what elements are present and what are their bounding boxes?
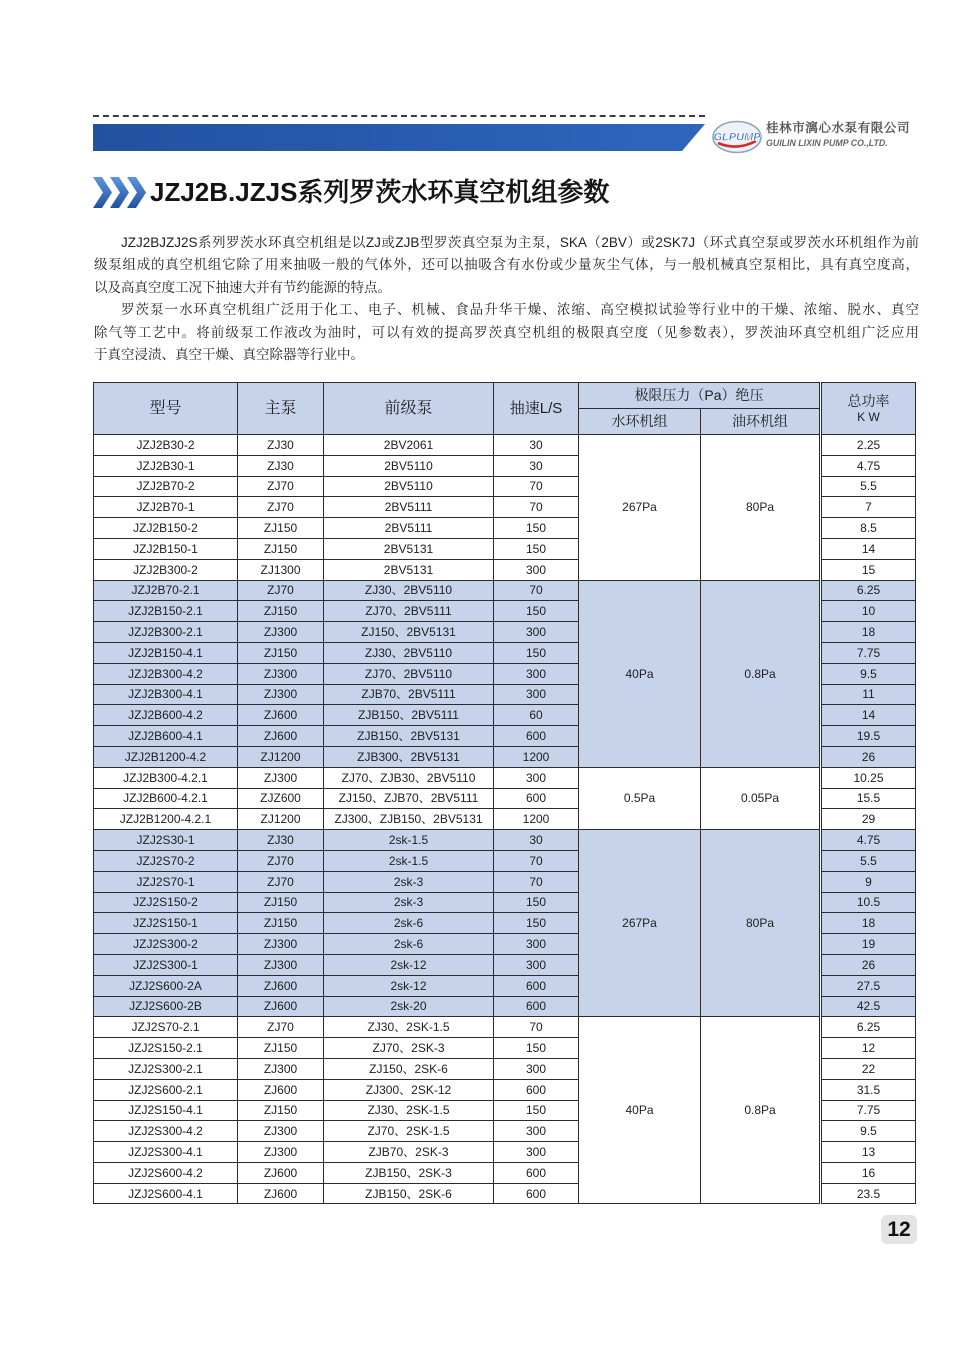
cell-pumping-speed: 30 [494,435,579,456]
header-backing-pump: 前级泵 [324,383,494,435]
cell-pumping-speed: 600 [494,788,579,809]
cell-main-pump: ZJ300 [238,663,324,684]
cell-water-ring-pressure: 267Pa [579,435,701,581]
cell-main-pump: ZJ600 [238,1079,324,1100]
cell-oil-ring-pressure: 0.8Pa [701,580,821,767]
cell-pumping-speed: 600 [494,996,579,1017]
header-dashed-rule [93,115,705,117]
cell-total-power: 5.5 [821,476,916,497]
cell-total-power: 22 [821,1058,916,1079]
table-header-row [94,383,916,409]
cell-total-power: 14 [821,705,916,726]
cell-backing-pump: ZJ70、2SK-3 [324,1038,494,1059]
cell-pumping-speed: 600 [494,975,579,996]
cell-main-pump: ZJ300 [238,1058,324,1079]
cell-model: JZJ2B1200-4.2.1 [94,809,238,830]
cell-pumping-speed: 60 [494,705,579,726]
cell-total-power: 10.5 [821,892,916,913]
cell-model: JZJ2B300-2 [94,559,238,580]
cell-main-pump: ZJ150 [238,642,324,663]
cell-total-power: 15.5 [821,788,916,809]
cell-water-ring-pressure: 40Pa [579,1017,701,1204]
cell-model: JZJ2S70-2.1 [94,1017,238,1038]
cell-total-power: 19 [821,934,916,955]
cell-model: JZJ2S150-1 [94,913,238,934]
cell-model: JZJ2B150-1 [94,538,238,559]
cell-main-pump: ZJ1200 [238,809,324,830]
cell-main-pump: ZJZ600 [238,788,324,809]
header-power-unit: K W [857,409,880,424]
header-model: 型号 [94,383,238,435]
chevron-right-icon [93,177,112,208]
cell-backing-pump: 2BV2061 [324,435,494,456]
company-name-cn: 桂林市漓心水泵有限公司 [766,121,911,135]
cell-model: JZJ2S150-2 [94,892,238,913]
cell-pumping-speed: 30 [494,455,579,476]
cell-pumping-speed: 300 [494,1121,579,1142]
cell-total-power: 11 [821,684,916,705]
cell-main-pump: ZJ30 [238,455,324,476]
cell-backing-pump: 2sk-1.5 [324,830,494,851]
company-name-en: GUILIN LIXIN PUMP CO.,LTD. [766,138,888,148]
cell-backing-pump: ZJB150、2BV5131 [324,726,494,747]
cell-total-power: 29 [821,809,916,830]
cell-pumping-speed: 70 [494,871,579,892]
cell-model: JZJ2S300-4.1 [94,1142,238,1163]
cell-model: JZJ2S70-2 [94,850,238,871]
header-total-power [821,383,916,435]
cell-backing-pump: ZJ70、2BV5111 [324,601,494,622]
cell-model: JZJ2B300-4.2 [94,663,238,684]
table-row [94,580,916,601]
header-ultimate-pressure: 极限压力（Pa）绝压 [579,383,821,409]
cell-model: JZJ2B70-2 [94,476,238,497]
text-line: 级泵组成的真空机组它除了用来抽吸一般的气体外，还可以抽吸含有水份或少量灰尘气体，与一般机械真空泵相比，具有真空度高， [94,257,919,273]
cell-backing-pump: 2sk-1.5 [324,850,494,871]
cell-total-power: 13 [821,1142,916,1163]
cell-water-ring-pressure: 40Pa [579,580,701,767]
cell-model: JZJ2B600-4.2.1 [94,788,238,809]
cell-model: JZJ2S600-4.1 [94,1183,238,1204]
cell-model: JZJ2S600-2.1 [94,1079,238,1100]
cell-main-pump: ZJ150 [238,518,324,539]
cell-pumping-speed: 150 [494,538,579,559]
cell-total-power: 12 [821,1038,916,1059]
cell-pumping-speed: 150 [494,913,579,934]
header-pumping-speed: 抽速L/S [494,383,579,435]
cell-model: JZJ2B1200-4.2 [94,746,238,767]
cell-model: JZJ2S300-4.2 [94,1121,238,1142]
cell-main-pump: ZJ70 [238,850,324,871]
cell-pumping-speed: 1200 [494,809,579,830]
cell-pumping-speed: 70 [494,476,579,497]
cell-main-pump: ZJ600 [238,975,324,996]
cell-main-pump: ZJ1300 [238,559,324,580]
cell-pumping-speed: 70 [494,1017,579,1038]
cell-backing-pump: 2BV5111 [324,518,494,539]
cell-pumping-speed: 150 [494,1100,579,1121]
cell-total-power: 16 [821,1162,916,1183]
cell-backing-pump: 2BV5110 [324,476,494,497]
cell-oil-ring-pressure: 0.8Pa [701,1017,821,1204]
cell-total-power: 26 [821,746,916,767]
cell-backing-pump: 2sk-3 [324,892,494,913]
cell-total-power: 18 [821,913,916,934]
cell-pumping-speed: 300 [494,684,579,705]
text-line: 除气等工艺中。将前级泵工作液改为油时，可以有效的提高罗茨真空机组的极限真空度（见参数表），罗茨油环真空机组广泛应用 [94,324,919,340]
cell-model: JZJ2B600-4.2 [94,705,238,726]
cell-total-power: 42.5 [821,996,916,1017]
cell-model: JZJ2B150-2 [94,518,238,539]
cell-water-ring-pressure: 0.5Pa [579,767,701,829]
cell-model: JZJ2S70-1 [94,871,238,892]
cell-main-pump: ZJ70 [238,476,324,497]
cell-total-power: 4.75 [821,830,916,851]
cell-pumping-speed: 600 [494,1079,579,1100]
header-oil-ring: 油环机组 [701,409,821,435]
cell-main-pump: ZJ30 [238,435,324,456]
cell-total-power: 14 [821,538,916,559]
cell-backing-pump: 2BV5131 [324,538,494,559]
cell-main-pump: ZJ600 [238,705,324,726]
cell-total-power: 9 [821,871,916,892]
cell-backing-pump: 2sk-6 [324,934,494,955]
cell-main-pump: ZJ150 [238,538,324,559]
cell-oil-ring-pressure: 80Pa [701,830,821,1017]
cell-model: JZJ2S300-1 [94,954,238,975]
cell-total-power: 31.5 [821,1079,916,1100]
cell-model: JZJ2S600-2A [94,975,238,996]
cell-backing-pump: ZJB150、2BV5111 [324,705,494,726]
cell-total-power: 23.5 [821,1183,916,1204]
cell-backing-pump: ZJ30、2SK-1.5 [324,1017,494,1038]
cell-oil-ring-pressure: 0.05Pa [701,767,821,829]
text-line: JZJ2BJZJ2S系列罗茨水环真空机组是以ZJ或ZJB型罗茨真空泵为主泵，SKA（2BV）或2SK7J（环式真空泵或罗茨水环机组作为前 [121,235,919,250]
cell-total-power: 6.25 [821,1017,916,1038]
cell-total-power: 8.5 [821,518,916,539]
cell-main-pump: ZJ150 [238,1100,324,1121]
cell-pumping-speed: 150 [494,601,579,622]
chevron-right-icon [110,177,129,208]
cell-backing-pump: ZJB300、2BV5131 [324,746,494,767]
cell-main-pump: ZJ600 [238,726,324,747]
company-logo [711,120,763,154]
intro-paragraph [94,299,919,366]
page-title: JZJ2B.JZJS系列罗茨水环真空机组参数 [150,177,610,207]
cell-main-pump: ZJ300 [238,1142,324,1163]
table-body [94,435,916,1204]
cell-backing-pump: 2BV5131 [324,559,494,580]
cell-total-power: 19.5 [821,726,916,747]
cell-main-pump: ZJ70 [238,497,324,518]
cell-model: JZJ2S300-2 [94,934,238,955]
cell-model: JZJ2B300-4.1 [94,684,238,705]
cell-model: JZJ2B70-2.1 [94,580,238,601]
cell-model: JZJ2B300-4.2.1 [94,767,238,788]
logo-text: GLPUMP [713,131,761,144]
cell-main-pump: ZJ300 [238,1121,324,1142]
cell-main-pump: ZJ300 [238,684,324,705]
cell-backing-pump: ZJ150、2BV5131 [324,622,494,643]
cell-model: JZJ2S30-1 [94,830,238,851]
cell-model: JZJ2B300-2.1 [94,622,238,643]
cell-pumping-speed: 600 [494,726,579,747]
cell-total-power: 26 [821,954,916,975]
cell-pumping-speed: 1200 [494,746,579,767]
cell-backing-pump: ZJ300、2SK-12 [324,1079,494,1100]
header-water-ring: 水环机组 [579,409,701,435]
cell-total-power: 4.75 [821,455,916,476]
cell-pumping-speed: 300 [494,622,579,643]
cell-pumping-speed: 70 [494,497,579,518]
cell-backing-pump: ZJ30、2BV5110 [324,642,494,663]
cell-backing-pump: 2sk-3 [324,871,494,892]
cell-pumping-speed: 150 [494,1038,579,1059]
cell-backing-pump: ZJB150、2SK-3 [324,1162,494,1183]
cell-pumping-speed: 150 [494,892,579,913]
cell-model: JZJ2B600-4.1 [94,726,238,747]
cell-main-pump: ZJ300 [238,954,324,975]
cell-water-ring-pressure: 267Pa [579,830,701,1017]
cell-backing-pump: 2sk-12 [324,975,494,996]
intro-text [94,232,919,366]
header-band-shape [93,124,705,151]
cell-total-power: 15 [821,559,916,580]
cell-main-pump: ZJ70 [238,580,324,601]
cell-backing-pump: 2sk-6 [324,913,494,934]
cell-model: JZJ2S150-4.1 [94,1100,238,1121]
cell-pumping-speed: 600 [494,1162,579,1183]
cell-main-pump: ZJ30 [238,830,324,851]
cell-oil-ring-pressure: 80Pa [701,435,821,581]
cell-model: JZJ2S600-2B [94,996,238,1017]
cell-pumping-speed: 300 [494,559,579,580]
cell-pumping-speed: 300 [494,767,579,788]
cell-total-power: 6.25 [821,580,916,601]
cell-model: JZJ2S600-4.2 [94,1162,238,1183]
cell-pumping-speed: 300 [494,663,579,684]
cell-main-pump: ZJ1200 [238,746,324,767]
table-row [94,767,916,788]
cell-total-power: 2.25 [821,435,916,456]
cell-main-pump: ZJ300 [238,622,324,643]
cell-model: JZJ2B30-1 [94,455,238,476]
text-line: 于真空浸渍、真空干燥、真空除器等行业中。 [94,347,364,363]
cell-total-power: 18 [821,622,916,643]
cell-model: JZJ2B30-2 [94,435,238,456]
cell-backing-pump: ZJ300、ZJB150、2BV5131 [324,809,494,830]
cell-total-power: 9.5 [821,1121,916,1142]
cell-pumping-speed: 300 [494,1058,579,1079]
table-row [94,1017,916,1038]
cell-pumping-speed: 300 [494,1142,579,1163]
table-head [94,383,916,435]
cell-pumping-speed: 600 [494,1183,579,1204]
parameter-table [93,382,916,1204]
cell-main-pump: ZJ600 [238,1183,324,1204]
cell-total-power: 7.75 [821,642,916,663]
cell-main-pump: ZJ150 [238,913,324,934]
cell-main-pump: ZJ300 [238,767,324,788]
cell-backing-pump: ZJ30、2BV5110 [324,580,494,601]
cell-backing-pump: ZJB70、2BV5111 [324,684,494,705]
cell-total-power: 27.5 [821,975,916,996]
cell-pumping-speed: 70 [494,850,579,871]
text-line: 罗茨泵一水环真空机组广泛用于化工、电子、机械、食品升华干燥、浓缩、高空模拟试验等行业中的干燥、浓缩、脱水、真空 [121,302,919,318]
cell-backing-pump: ZJ150、ZJB70、2BV5111 [324,788,494,809]
cell-backing-pump: ZJ70、2SK-1.5 [324,1121,494,1142]
cell-backing-pump: ZJ150、2SK-6 [324,1058,494,1079]
cell-model: JZJ2B70-1 [94,497,238,518]
cell-model: JZJ2S150-2.1 [94,1038,238,1059]
cell-backing-pump: ZJB70、2SK-3 [324,1142,494,1163]
cell-total-power: 7.75 [821,1100,916,1121]
table-row [94,435,916,456]
cell-main-pump: ZJ150 [238,601,324,622]
cell-backing-pump: 2sk-20 [324,996,494,1017]
cell-total-power: 10.25 [821,767,916,788]
cell-model: JZJ2S300-2.1 [94,1058,238,1079]
cell-total-power: 10 [821,601,916,622]
cell-pumping-speed: 150 [494,642,579,663]
cell-pumping-speed: 300 [494,954,579,975]
cell-pumping-speed: 150 [494,518,579,539]
cell-pumping-speed: 30 [494,830,579,851]
header-band [93,124,705,151]
cell-backing-pump: ZJB150、2SK-6 [324,1183,494,1204]
cell-backing-pump: ZJ30、2SK-1.5 [324,1100,494,1121]
cell-backing-pump: ZJ70、2BV5110 [324,663,494,684]
title-chevron-icon [93,177,147,208]
cell-main-pump: ZJ150 [238,892,324,913]
cell-main-pump: ZJ300 [238,934,324,955]
cell-backing-pump: 2BV5111 [324,497,494,518]
cell-total-power: 7 [821,497,916,518]
header-main-pump: 主泵 [238,383,324,435]
page-number: 12 [881,1215,917,1244]
chevron-right-icon [127,177,146,208]
cell-total-power: 9.5 [821,663,916,684]
cell-total-power: 5.5 [821,850,916,871]
header-total-power-label: 总功率 [847,392,890,409]
table-row [94,830,916,851]
text-line: 以及高真空度工况下抽速大并有节约能源的特点。 [94,279,391,295]
cell-pumping-speed: 70 [494,580,579,601]
cell-model: JZJ2B150-4.1 [94,642,238,663]
cell-backing-pump: 2BV5110 [324,455,494,476]
cell-backing-pump: ZJ70、ZJB30、2BV5110 [324,767,494,788]
cell-pumping-speed: 300 [494,934,579,955]
cell-main-pump: ZJ70 [238,871,324,892]
cell-backing-pump: 2sk-12 [324,954,494,975]
cell-main-pump: ZJ600 [238,1162,324,1183]
intro-paragraph [94,232,919,299]
cell-main-pump: ZJ70 [238,1017,324,1038]
cell-model: JZJ2B150-2.1 [94,601,238,622]
cell-main-pump: ZJ150 [238,1038,324,1059]
cell-main-pump: ZJ600 [238,996,324,1017]
